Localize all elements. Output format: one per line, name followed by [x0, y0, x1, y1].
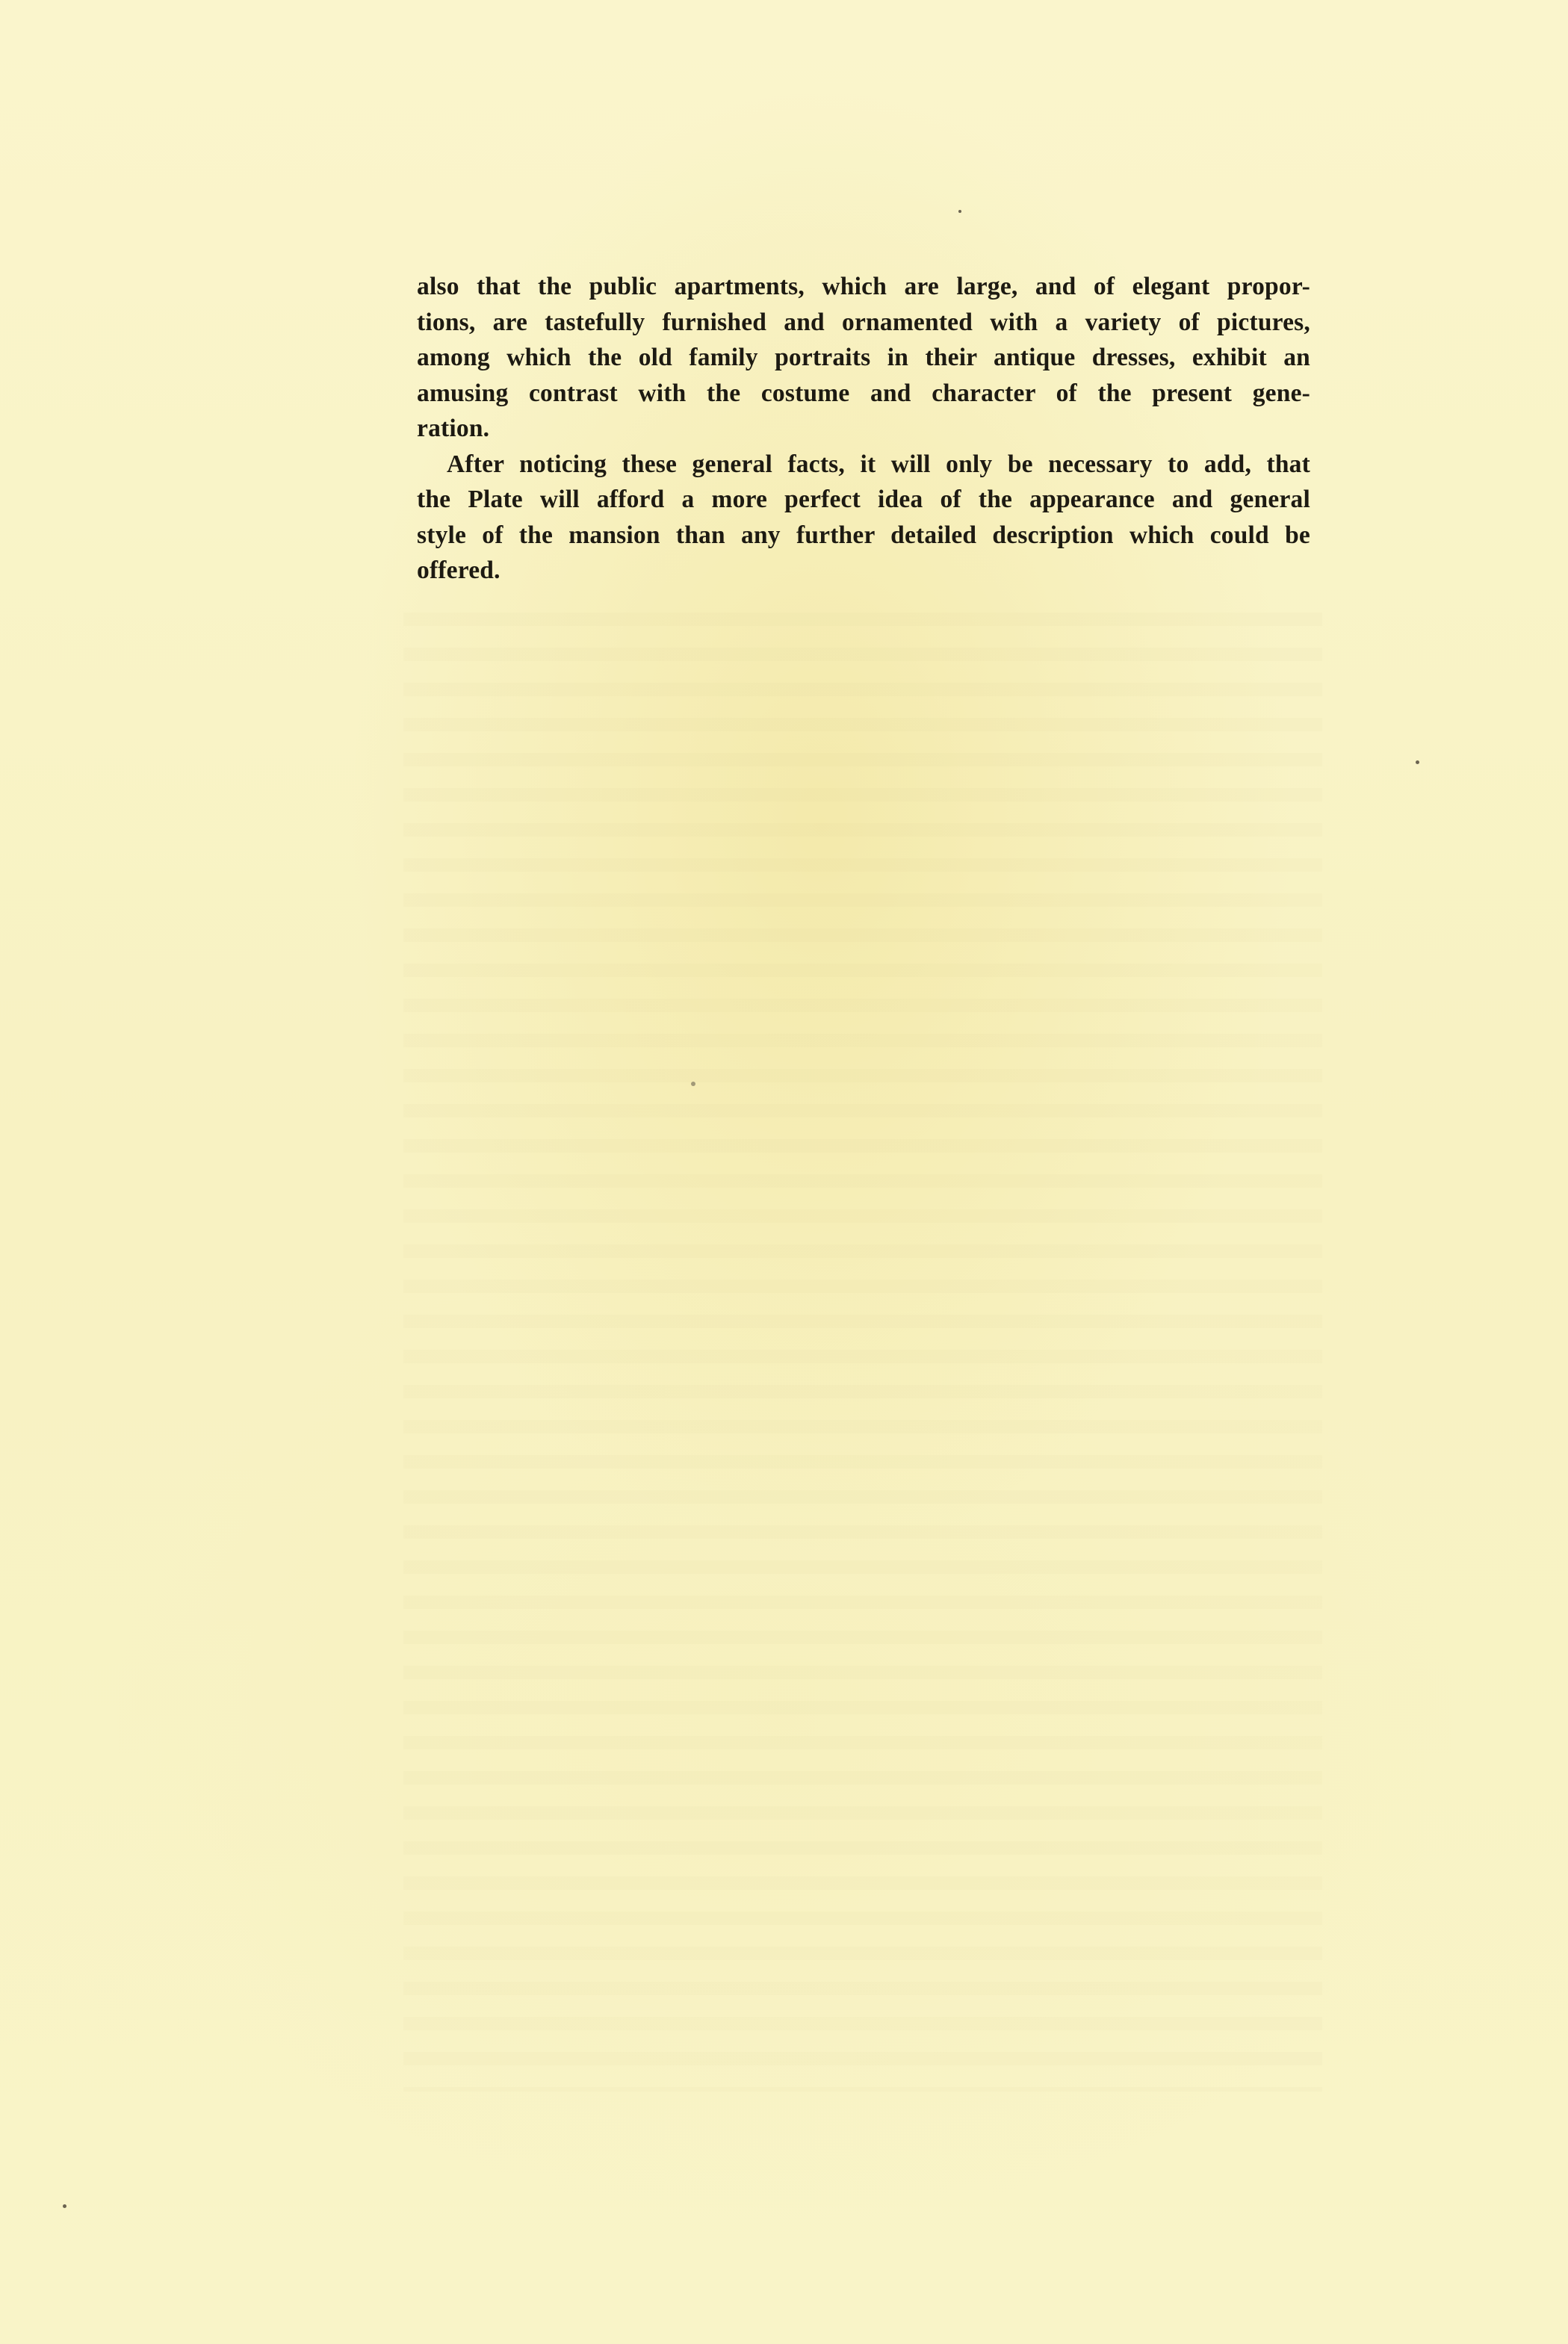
text-line: ration. [417, 415, 490, 442]
paragraph-2 [417, 447, 1310, 589]
bleed-through-texture [403, 613, 1322, 2092]
text-line: style of the mansion than any further detailed description which could be [417, 521, 1310, 549]
body-text [417, 269, 1310, 589]
text-line: amusing contrast with the costume and character of the present gene- [417, 379, 1310, 407]
paragraph-1 [417, 269, 1310, 447]
text-line: tions, are tastefully furnished and ornamented with a variety of pictures, [417, 308, 1310, 336]
paper-speck [691, 1082, 695, 1086]
text-line: After noticing these general facts, it will only be necessary to add, that [447, 450, 1310, 478]
text-line: the Plate will afford a more perfect idea of the appearance and general [417, 486, 1310, 513]
text-line: also that the public apartments, which are large, and of elegant propor- [417, 273, 1310, 300]
paper-speck [63, 2204, 66, 2208]
text-line: offered. [417, 556, 501, 584]
paper-speck [958, 210, 961, 213]
paper-speck [1416, 760, 1419, 764]
text-line: among which the old family portraits in their antique dresses, exhibit an [417, 344, 1310, 371]
